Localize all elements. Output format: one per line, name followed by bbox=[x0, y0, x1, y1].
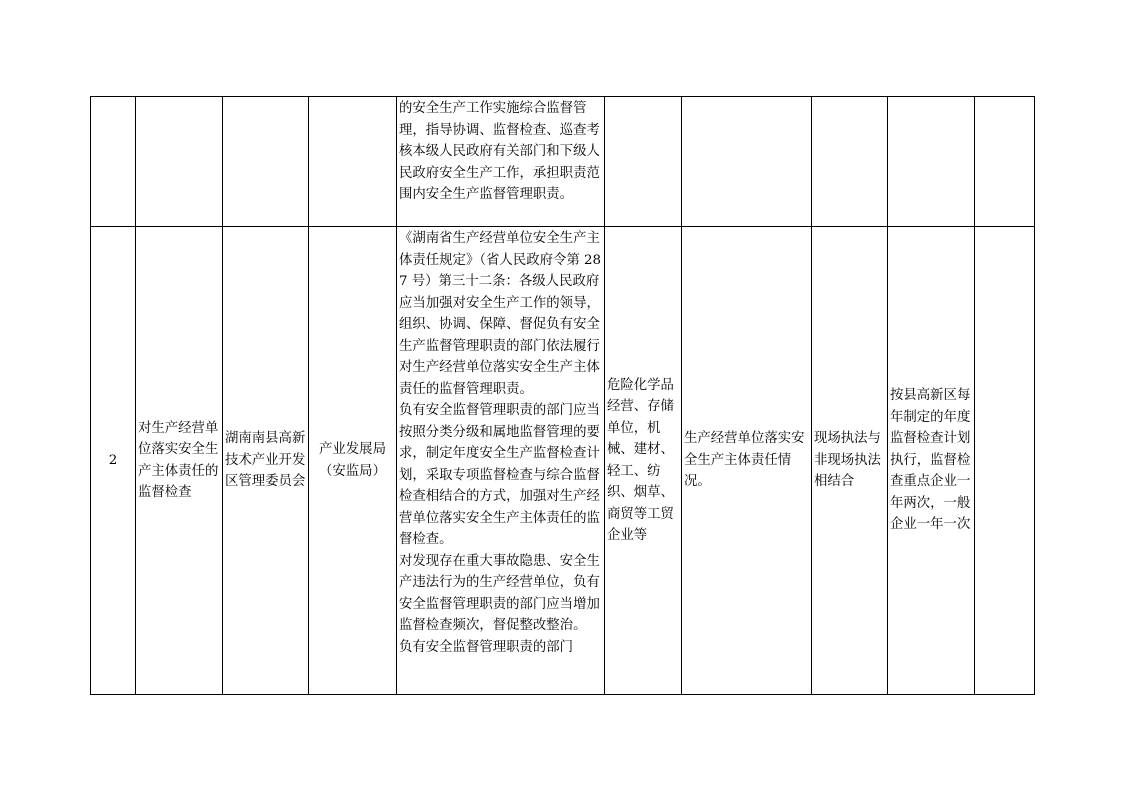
note-cell bbox=[975, 227, 1035, 695]
table-row bbox=[91, 227, 1035, 695]
scope-cell: 危险化学品经营、存储单位，机械、建材、轻工、纺织、烟草、商贸等工贸企业等 bbox=[605, 227, 682, 695]
content-cell: 生产经营单位落实安全生产主体责任情况。 bbox=[682, 227, 812, 695]
department-cell bbox=[309, 97, 397, 227]
basis-cell bbox=[397, 97, 605, 227]
basis-cell bbox=[397, 227, 605, 695]
row-index-cell: 2 bbox=[91, 227, 136, 695]
supervision-table bbox=[90, 96, 1035, 695]
body-cell: 湖南南县高新技术产业开发区管理委员会 bbox=[223, 227, 309, 695]
row-index-cell bbox=[91, 97, 136, 227]
department-cell: 产业发展局（安监局） bbox=[309, 227, 397, 695]
basis-paragraph: 对发现存在重大事故隐患、安全生产违法行为的生产经营单位，负有安全监督管理职责的部门应当增加监督检查频次，督促整改整治。 bbox=[399, 553, 600, 633]
basis-paragraph: 负有安全监督管理职责的部门 bbox=[399, 639, 574, 655]
item-cell: 对生产经营单位落实安全生产主体责任的监督检查 bbox=[136, 227, 223, 695]
basis-paragraph: 负有安全监督管理职责的部门应当按照分类分级和属地监督管理的要求，制定年度安全生产监督检查计划，采取专项监督检查与综合监督检查相结合的方式，加强对生产经营单位落实安全生产主体责任的监督检查。 bbox=[399, 403, 600, 547]
frequency-cell: 按县高新区每年制定的年度监督检查计划执行，监督检查重点企业一年两次，一般企业一年一次 bbox=[888, 227, 975, 695]
frequency-cell bbox=[888, 97, 975, 227]
basis-paragraph: 《湖南省生产经营单位安全生产主体责任规定》（省人民政府令第 287 号）第三十二条：各级人民政府应当加强对安全生产工作的领导，组织、协调、保障、督促负有安全生产监督管理职责的部门依法履行对生产经营单位落实安全生产主体责任的监督管理职责。 bbox=[399, 231, 602, 397]
note-cell bbox=[975, 97, 1035, 227]
item-cell bbox=[136, 97, 223, 227]
scope-cell bbox=[605, 97, 682, 227]
table-row bbox=[91, 97, 1035, 227]
basis-paragraph: 的安全生产工作实施综合监督管理，指导协调、监督检查、巡查考核本级人民政府有关部门和下级人民政府安全生产工作，承担职责范围内安全生产监督管理职责。 bbox=[399, 101, 600, 202]
body-cell bbox=[223, 97, 309, 227]
content-cell bbox=[682, 97, 812, 227]
method-cell bbox=[812, 97, 888, 227]
method-cell: 现场执法与非现场执法相结合 bbox=[812, 227, 888, 695]
